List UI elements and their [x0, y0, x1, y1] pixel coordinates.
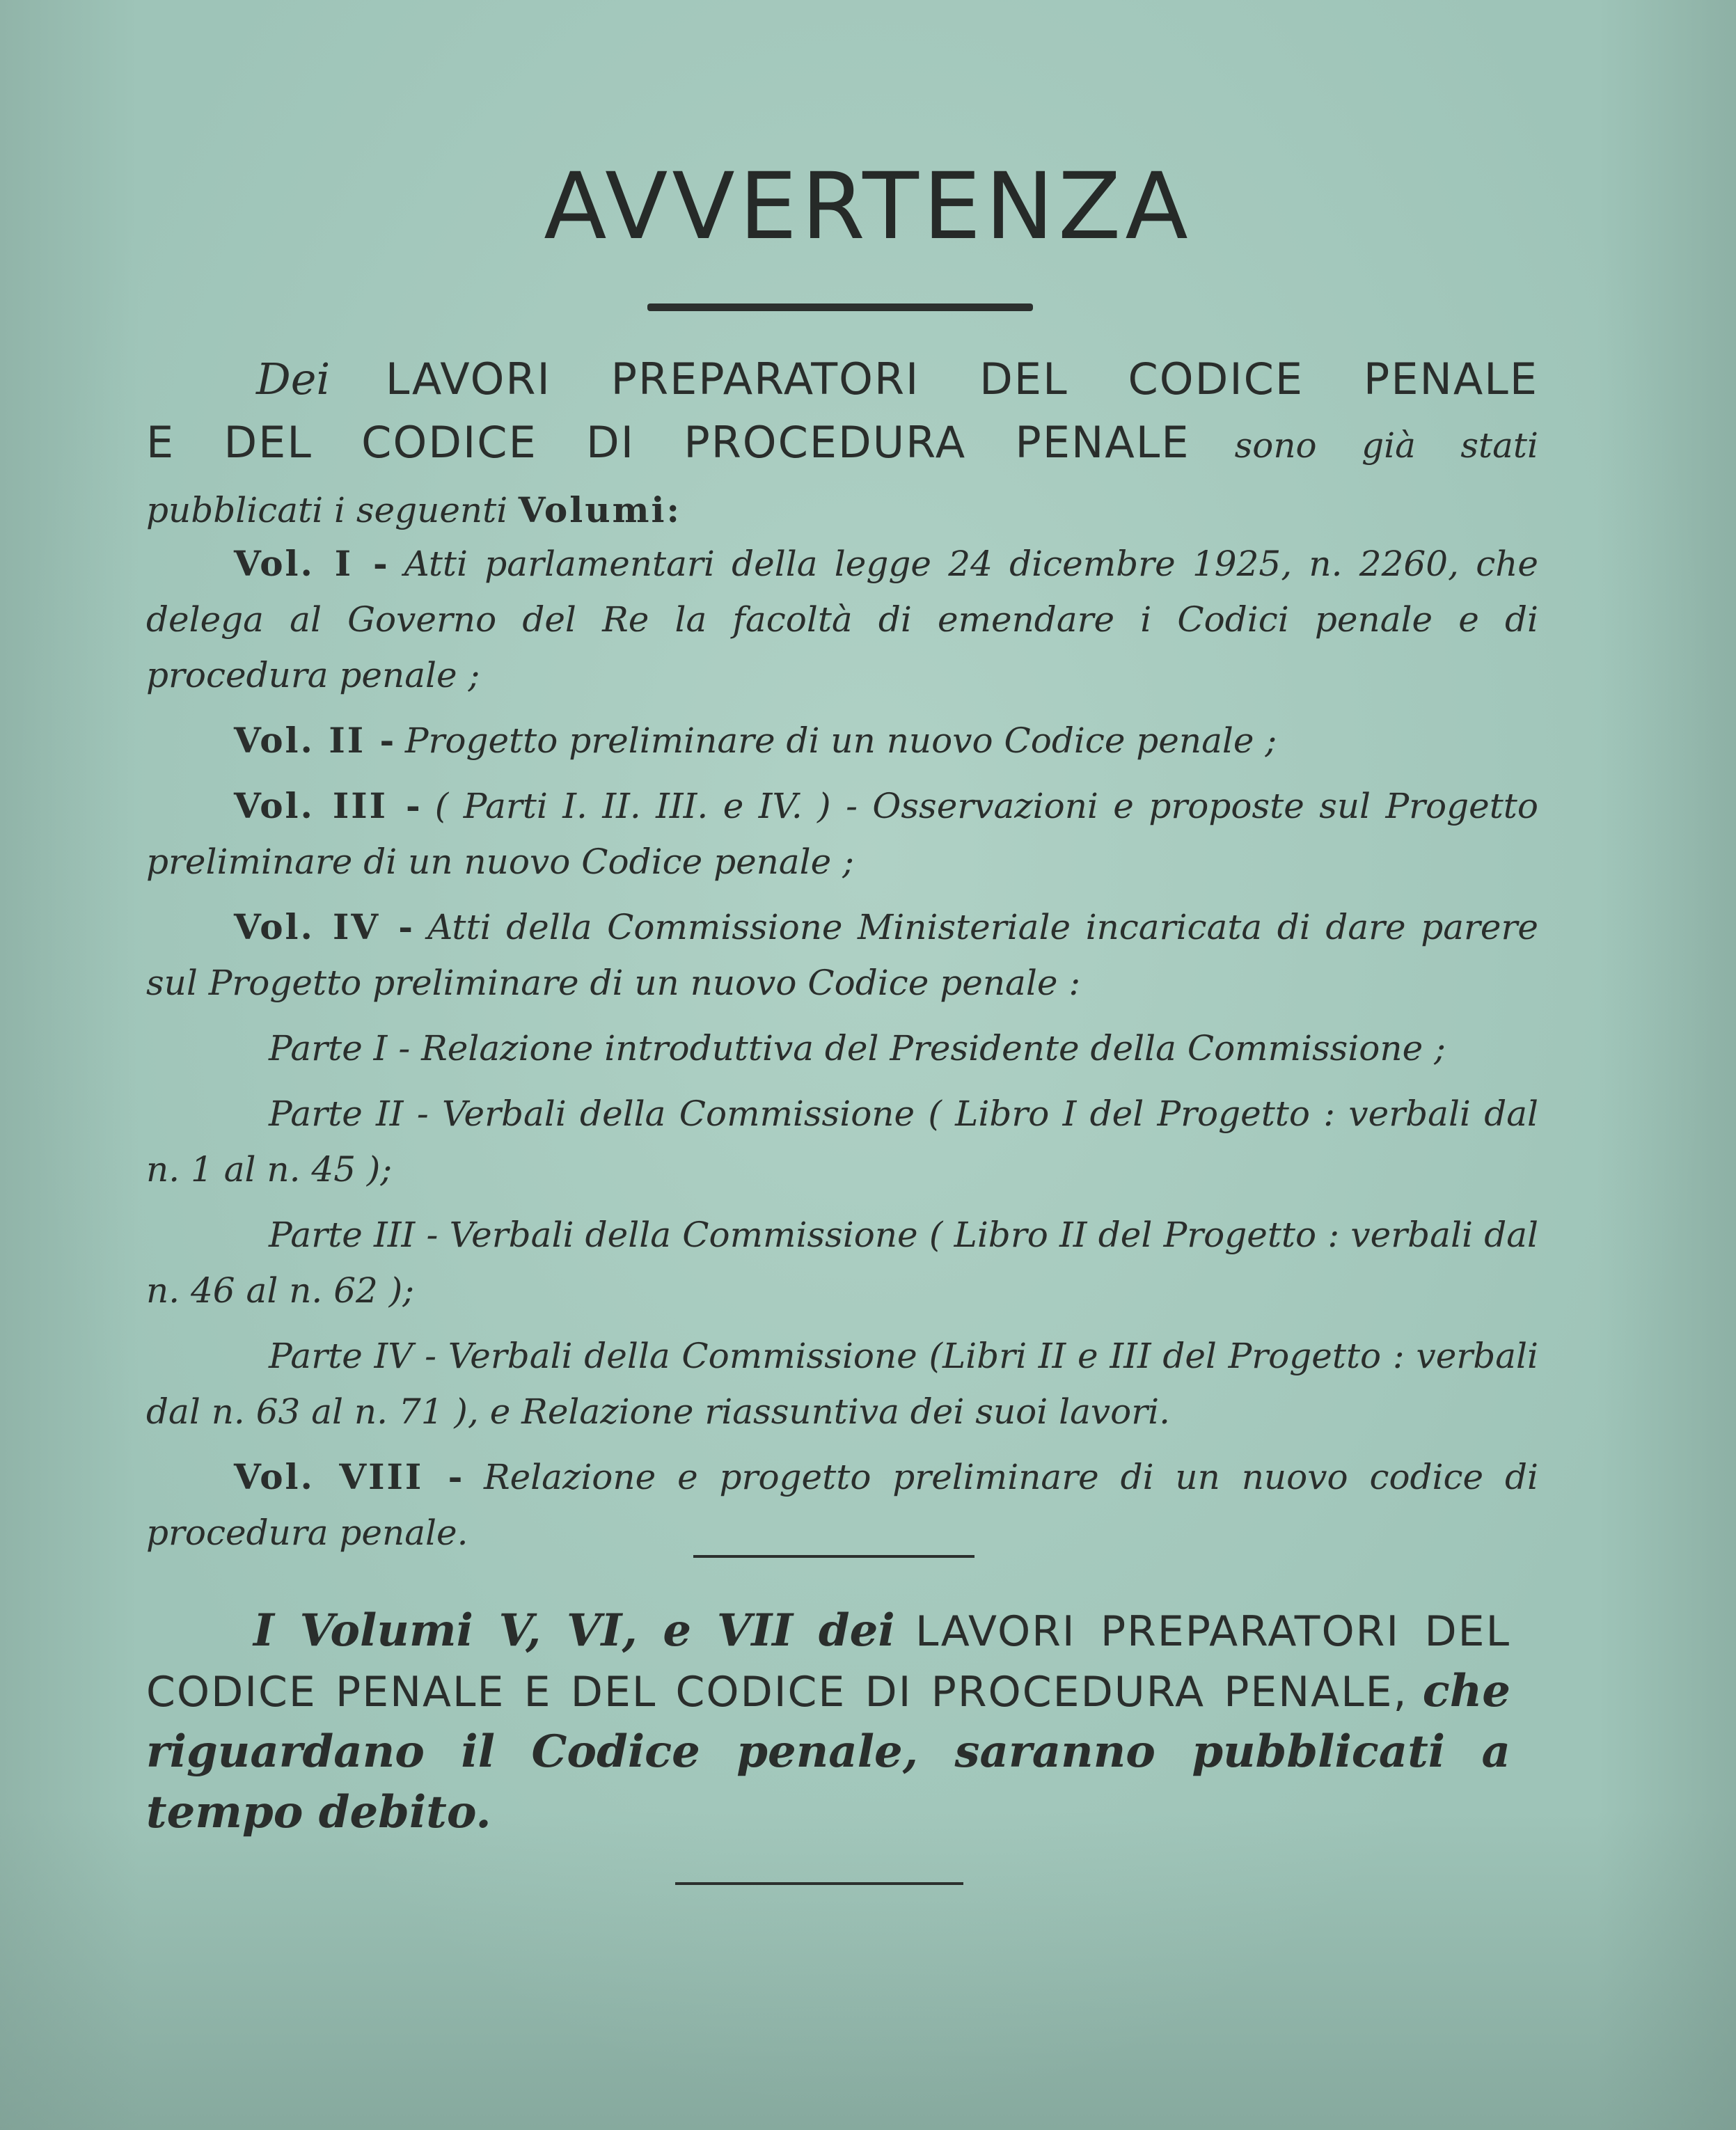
volume-text: Relazione e progetto preliminare di un nuovo codice di procedura penale.	[146, 1457, 1539, 1553]
volume-text: Atti della Commissione Ministeriale incaricata di dare parere sul Progetto preliminare di un nuovo Codice penale :	[146, 907, 1538, 1003]
volume-label: Vol. I -	[234, 543, 390, 584]
intro-paragraph	[146, 348, 1538, 542]
part-text: Parte III - Verbali della Commissione ( Libro II del Progetto : verbali dal n. 46 al n. 62 );	[146, 1215, 1538, 1311]
intro-tail: sono già stati	[1234, 425, 1538, 466]
volume-text: ( Parti I. II. III. e IV. ) - Osservazioni e proposte sul Progetto preliminare di un nuovo Codice penale ;	[146, 786, 1538, 882]
page-title: AVVERTENZA	[544, 153, 1192, 260]
list-item	[146, 1449, 1538, 1561]
volume-label: Vol. VIII -	[234, 1456, 465, 1497]
closing-paragraph	[146, 1601, 1510, 1843]
closing-caps: LAVORI PREPARATORI DEL CODICE PENALE E DEL CODICE DI PROCEDURA PENALE,	[146, 1607, 1511, 1717]
part-text: Parte I - Relazione introduttiva del Presidente della Commissione ;	[269, 1028, 1446, 1068]
volume-text: Atti parlamentari della legge 24 dicembre 1925, n. 2260, che delega al Governo del Re la facoltà di emendare i Codici penale e di procedura penale ;	[146, 544, 1538, 695]
intro-line-3: pubblicati i seguenti	[146, 490, 508, 530]
part-text: Parte IV - Verbali della Commissione (Libri II e III del Progetto : verbali dal n. 63 al n. 71 ), e Relazione riassuntiva dei suoi lavori.	[146, 1336, 1538, 1432]
closing-start: I Volumi V, VI, e VII dei	[253, 1604, 895, 1657]
title-divider	[647, 303, 1033, 311]
intro-colon: :	[666, 489, 681, 530]
list-item	[146, 1020, 1538, 1076]
intro-lead: Dei	[256, 354, 331, 404]
list-item	[146, 713, 1538, 768]
list-item	[146, 899, 1538, 1011]
closing-end: che riguardano il Codice penale, saranno pubblicati a tempo debito.	[146, 1665, 1511, 1838]
intro-caps-line-2: E DEL CODICE DI PROCEDURA PENALE	[146, 417, 1190, 468]
list-item	[146, 778, 1538, 890]
volume-label: Vol. III -	[234, 785, 423, 826]
volume-label: Vol. II -	[234, 720, 397, 761]
list-item	[146, 1086, 1538, 1197]
list-item	[146, 1207, 1538, 1318]
section-divider	[693, 1555, 974, 1558]
volume-list	[146, 536, 1538, 1570]
part-text: Parte II - Verbali della Commissione ( Libro I del Progetto : verbali dal n. 1 al n. 45 );	[146, 1094, 1538, 1190]
volume-label: Vol. IV -	[234, 906, 416, 947]
intro-caps-line-1: LAVORI PREPARATORI DEL CODICE PENALE	[385, 354, 1538, 404]
list-item	[146, 1328, 1538, 1439]
volume-text: Progetto preliminare di un nuovo Codice penale ;	[404, 720, 1277, 761]
list-item	[146, 536, 1538, 703]
end-divider	[675, 1882, 963, 1885]
intro-volumi: Volumi	[518, 489, 667, 530]
